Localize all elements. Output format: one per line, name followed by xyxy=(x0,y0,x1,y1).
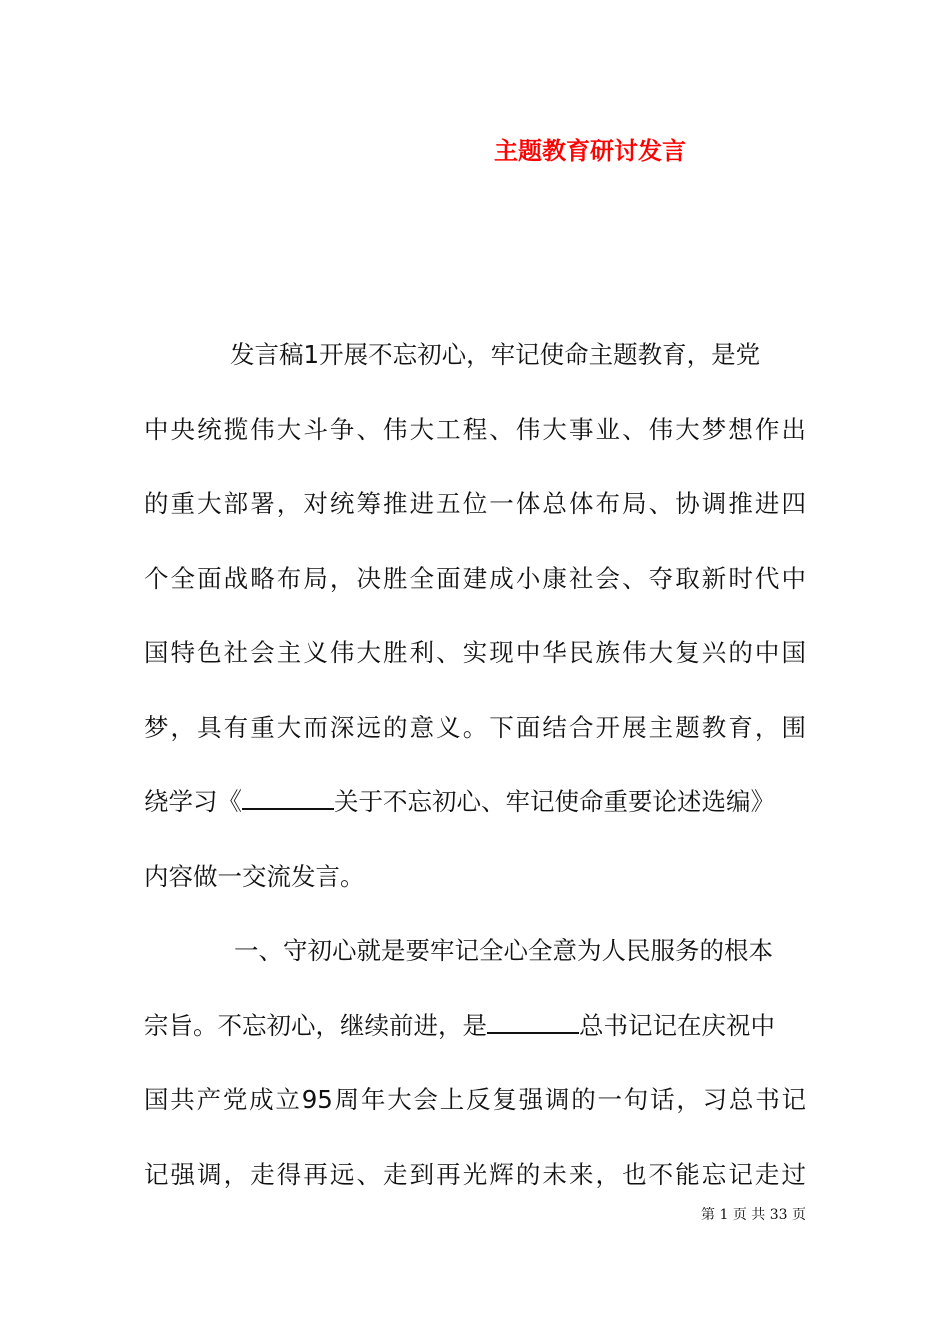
paragraph-line: 个全面战略布局，决胜全面建成小康社会、夺取新时代中 xyxy=(144,563,806,593)
paragraph-line xyxy=(144,779,806,854)
paragraph-line: 国共产党成立95周年大会上反复强调的一句话，习总书记 xyxy=(144,1085,806,1114)
document-title-text: 主题教育研讨发言 xyxy=(494,136,686,165)
document-title xyxy=(0,134,950,168)
blank-underline xyxy=(242,786,334,810)
paragraph-line: 发言稿1开展不忘初心，牢记使命主题教育，是党 xyxy=(230,340,761,369)
paragraph-line: 国特色社会主义伟大胜利、实现中华民族伟大复兴的中国 xyxy=(144,638,806,667)
paragraph-line: 的重大部署，对统筹推进五位一体总体布局、协调推进四 xyxy=(144,489,806,518)
paragraph-line: 中央统揽伟大斗争、伟大工程、伟大事业、伟大梦想作出 xyxy=(144,414,806,444)
line-segment: 总书记记在庆祝中 xyxy=(579,1010,775,1040)
line-segment: 绕学习《 xyxy=(144,787,242,816)
blank-underline xyxy=(487,1010,579,1034)
line-segment: 宗旨。不忘初心，继续前进，是 xyxy=(144,1010,487,1040)
document-body xyxy=(144,332,806,1226)
page-number-footer: 第 1 页 共 33 页 xyxy=(701,1207,806,1223)
paragraph-line: 梦，具有重大而深远的意义。下面结合开展主题教育，围 xyxy=(144,712,806,742)
paragraph-line: 记强调，走得再远、走到再光辉的未来，也不能忘记走过 xyxy=(144,1159,806,1189)
paragraph-line: 内容做一交流发言。 xyxy=(144,861,365,891)
paragraph-line xyxy=(144,1003,806,1078)
paragraph-line: 一、守初心就是要牢记全心全意为人民服务的根本 xyxy=(234,936,773,965)
line-segment: 关于不忘初心、牢记使命重要论述选编》 xyxy=(334,787,775,816)
